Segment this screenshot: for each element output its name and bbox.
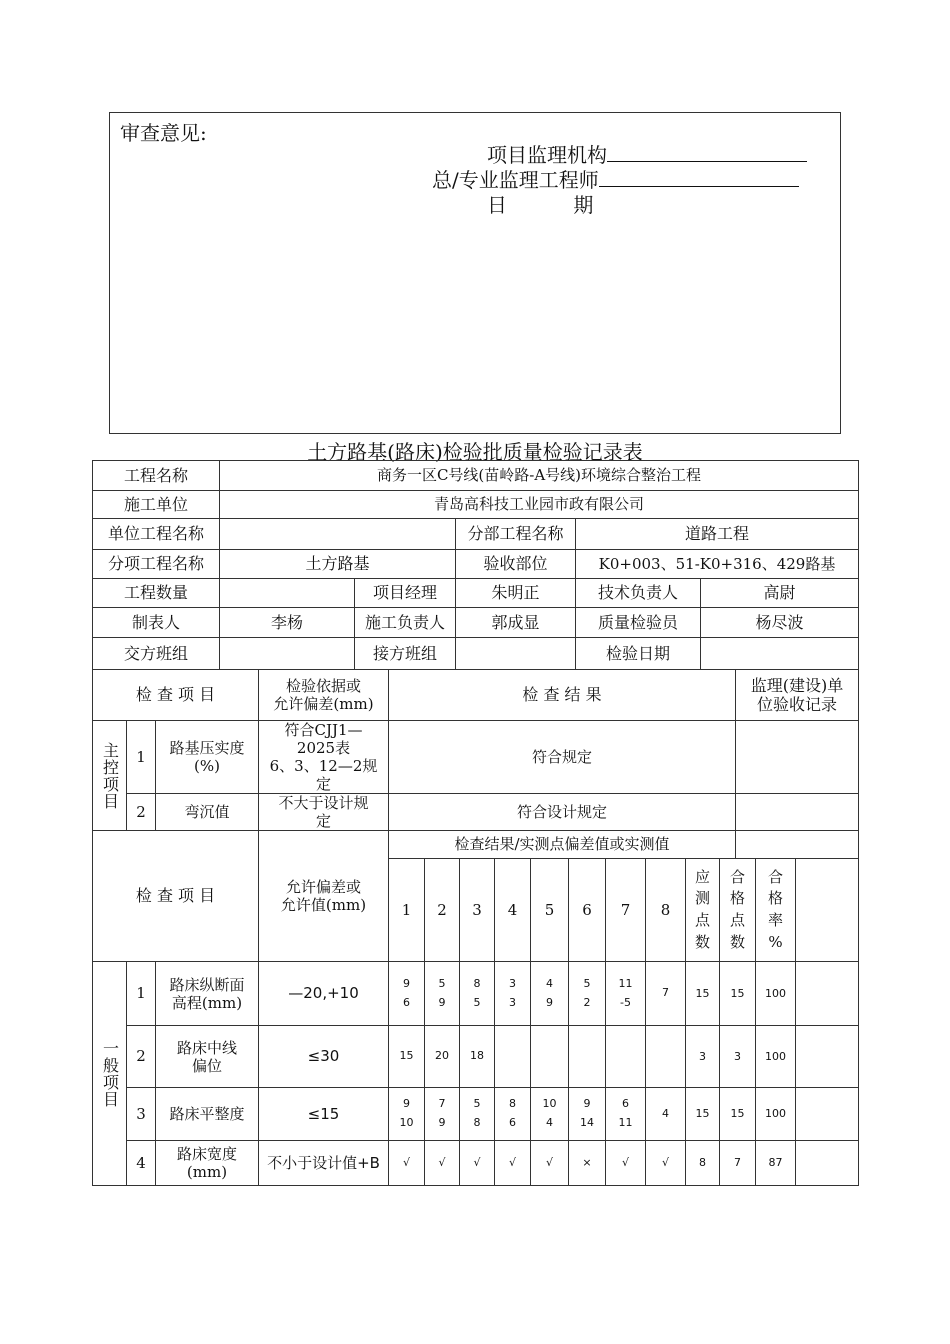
main-header-item-text: 检 查 项 目: [135, 685, 216, 704]
measured-point-lines: [584, 975, 591, 1012]
general-item-no: [126, 961, 156, 1026]
pass-rate-text: 100: [765, 1049, 786, 1063]
main-item-result: [388, 720, 736, 794]
qualified-count-text: 7: [734, 1156, 741, 1170]
maker-value: [219, 607, 355, 638]
measured-point: [645, 1140, 686, 1186]
point-header-1-text: 1: [401, 900, 412, 919]
measured-point: [645, 1025, 686, 1088]
main-item-result-text: 符合设计规定: [516, 802, 607, 821]
general-group-label: [92, 961, 127, 1186]
measured-point: [424, 961, 460, 1026]
general-header-item-text: 检 查 项 目: [135, 886, 216, 905]
main-item-no: [126, 720, 156, 794]
general-item-no-text: 4: [136, 1153, 146, 1172]
measured-point-line: 3: [509, 976, 516, 990]
point-header-2-text: 2: [437, 900, 447, 919]
measured-point-lines: [473, 1154, 480, 1173]
measured-point-line: 6: [403, 995, 410, 1009]
measured-point: [494, 1140, 531, 1186]
measured-point-lines: [580, 1095, 594, 1132]
measured-point-line: 10: [399, 1116, 414, 1129]
project-name-value: [219, 460, 859, 491]
qualified-count: [719, 961, 756, 1026]
measured-point: [568, 1140, 606, 1186]
should-count: [685, 1087, 720, 1141]
pass-rate: [755, 1087, 796, 1141]
should-count: [685, 1140, 720, 1186]
measured-point-lines: [543, 1095, 557, 1132]
unit-project-label-text: 单位工程名称: [107, 524, 204, 543]
should-count-text: 3: [699, 1049, 706, 1063]
general-header-item: [92, 830, 259, 962]
measured-point: [530, 1087, 569, 1141]
receive-label-text: 接方班组: [372, 643, 437, 663]
measured-point-lines: [509, 975, 516, 1012]
quantity-label-text: 工程数量: [123, 583, 188, 602]
main-item-result-text: 符合规定: [531, 747, 592, 766]
measured-point-line: 5: [473, 1097, 481, 1111]
measured-point-lines: [662, 1105, 669, 1124]
general-header-extra: [795, 858, 859, 962]
measured-point-lines: [622, 1154, 629, 1173]
measured-point-line: 10: [542, 1097, 557, 1111]
measured-point: [459, 961, 495, 1026]
accept-location-label: [455, 549, 576, 579]
measured-point-lines: [403, 1154, 410, 1173]
date-label-text: 检验日期: [605, 643, 670, 663]
measured-point-line: 6: [509, 1116, 516, 1129]
general-item-allow-text: ≤15: [307, 1104, 340, 1123]
quantity-label: [92, 578, 220, 608]
main-header-supervision: [735, 669, 859, 721]
measured-point-lines: [509, 1154, 516, 1173]
general-item-allow-text: 不小于设计值+B: [267, 1153, 380, 1172]
main-header-supervision-line: 监理(建设)单: [750, 675, 844, 695]
measured-point-line: -5: [620, 995, 631, 1009]
point-header-7-text: 7: [620, 900, 631, 919]
main-item-name-lines: [169, 739, 244, 775]
point-header-8-text: 8: [660, 900, 671, 919]
date-label: [575, 637, 701, 670]
general-item-no-text: 2: [136, 1047, 146, 1066]
main-group-label-text: 主控项目: [100, 741, 120, 810]
measured-point: [530, 1025, 569, 1088]
measured-point-lines: [662, 984, 669, 1003]
measured-point-line: 11: [618, 976, 633, 990]
measured-point-lines: [619, 975, 633, 1012]
main-header-basis-line: 检验依据或: [285, 677, 361, 695]
measured-point-lines: [474, 975, 481, 1012]
pass-rate-text: 87: [768, 1156, 783, 1170]
general-item-allow: [258, 1087, 389, 1141]
measured-point: [530, 1140, 569, 1186]
sub-project-label: [455, 518, 576, 550]
tech-value: [700, 578, 859, 608]
measured-point: [424, 1140, 460, 1186]
main-item-name-line: (%): [194, 757, 220, 775]
general-header-allow-line: 允许偏差或: [285, 878, 361, 896]
measured-point-line: 5: [473, 995, 481, 1009]
measured-point: [459, 1087, 495, 1141]
measured-point-line: 4: [662, 1106, 669, 1120]
main-item-basis-line: 符合CJJ1—: [284, 721, 363, 739]
qualified-count: [719, 1087, 756, 1141]
project-name-value-text: 商务一区C号线(苗岭路-A号线)环境综合整治工程: [376, 466, 702, 485]
measured-point-line: 9: [403, 976, 410, 990]
general-item-allow-text: ≤30: [307, 1047, 340, 1066]
construct-lead-value-text: 郭成显: [491, 612, 540, 632]
measured-point-lines: [438, 1154, 445, 1173]
main-item-name: [155, 793, 259, 831]
measured-point-line: 9: [583, 1097, 591, 1111]
accept-location-value-text: K0+003、51-K0+316、429路基: [598, 554, 836, 573]
measured-point-line: 8: [509, 1097, 516, 1111]
receive-value: [455, 637, 576, 670]
measured-point-line: ×: [582, 1155, 592, 1169]
measured-point-line: 7: [662, 986, 669, 1000]
measured-point-line: 14: [580, 1116, 594, 1129]
general-item-allow: [258, 1140, 389, 1186]
measured-point: [388, 1025, 425, 1088]
measured-point-line: √: [402, 1155, 410, 1169]
item-project-value: [219, 549, 456, 579]
general-item-name-line: 路床平整度: [169, 1105, 245, 1123]
measured-point-line: 11: [618, 1116, 633, 1129]
point-header-5: [530, 858, 569, 962]
measured-point-line: 6: [622, 1097, 629, 1111]
contractor-value: [219, 490, 859, 519]
measured-point-line: 9: [546, 995, 553, 1009]
measured-point-lines: [439, 1095, 446, 1132]
qc-value: [700, 607, 859, 638]
pm-value: [455, 578, 576, 608]
pass-rate: [755, 1140, 796, 1186]
measured-point-line: 3: [509, 995, 516, 1009]
contractor-value-text: 青岛高科技工业园市政有限公司: [433, 495, 644, 514]
point-header-4: [494, 858, 531, 962]
main-item-result: [388, 793, 736, 831]
construct-lead-value: [455, 607, 576, 638]
main-item-name-line: 弯沉值: [184, 803, 230, 821]
measured-point-line: √: [545, 1155, 553, 1169]
qualified-count: [719, 1025, 756, 1088]
review-date-line: [487, 189, 593, 218]
main-item-basis-line: 2025表: [296, 739, 351, 757]
measured-point-lines: [470, 1047, 484, 1066]
general-header-allow-lines: [281, 878, 366, 914]
measured-point: [568, 1025, 606, 1088]
measured-point: [494, 961, 531, 1026]
measured-point: [605, 1140, 646, 1186]
pm-label: [354, 578, 456, 608]
point-header-6-text: 6: [582, 900, 592, 919]
measured-point-line: 9: [438, 1116, 446, 1129]
measured-point-lines: [509, 1095, 516, 1132]
measured-point-line: 8: [473, 1116, 481, 1129]
point-header-1: [388, 858, 425, 962]
general-item-extra: [795, 1087, 859, 1141]
main-item-no-text: 1: [136, 747, 146, 766]
pm-value-text: 朱明正: [491, 583, 540, 602]
measured-point-lines: [403, 975, 410, 1012]
quantity-value: [219, 578, 355, 608]
main-item-basis-lines: [278, 794, 368, 830]
review-heading: 审查意见:: [120, 121, 207, 145]
measured-point-lines: [435, 1047, 449, 1066]
measured-point: [605, 1025, 646, 1088]
general-item-allow: [258, 961, 389, 1026]
sub-project-label-text: 分部工程名称: [467, 524, 564, 543]
measured-point-lines: [662, 1154, 669, 1173]
main-item-basis-line: 定: [315, 775, 331, 793]
supervision-org-field[interactable]: [607, 141, 807, 162]
main-header-basis-lines: [273, 677, 373, 713]
pm-label-text: 项目经理: [372, 583, 437, 602]
measured-point-line: 5: [438, 976, 446, 990]
measured-point-line: √: [438, 1155, 446, 1169]
point-header-3: [459, 858, 495, 962]
point-header-6: [568, 858, 606, 962]
main-item-basis-line: 定: [315, 812, 331, 830]
measured-point: [459, 1025, 495, 1088]
supervision-engineer-field[interactable]: [599, 166, 799, 187]
qualified-count-text: 15: [730, 986, 745, 1000]
main-item-supervision[interactable]: [735, 720, 859, 794]
measured-point-line: 9: [403, 1097, 410, 1111]
date-value: [700, 637, 859, 670]
measured-point: [605, 1087, 646, 1141]
should-count: [685, 1025, 720, 1088]
measured-point-lines: [582, 1154, 591, 1173]
main-header-supervision-lines: [751, 676, 844, 714]
main-item-basis-lines: [270, 721, 378, 793]
construct-lead-label-text: 施工负责人: [364, 612, 445, 632]
measured-point-line: 4: [546, 976, 553, 990]
qc-label-text: 质量检验员: [597, 612, 678, 632]
main-header-supervision-line: 位验收记录: [756, 695, 837, 714]
general-item-no: [126, 1025, 156, 1088]
measured-point: [645, 961, 686, 1026]
pass-rate-header-text: 合 格 率 %: [767, 867, 783, 951]
main-item-name-lines: [184, 803, 229, 821]
measured-point-lines: [546, 975, 553, 1012]
supervision-engineer-label: 总/专业监理工程师: [432, 168, 599, 192]
main-header-item: [92, 669, 259, 721]
general-item-allow-text: —20,+10: [288, 984, 359, 1003]
item-project-label-text: 分项工程名称: [107, 554, 204, 573]
measured-point-line: 8: [473, 976, 481, 990]
tech-label: [575, 578, 701, 608]
general-item-name-lines: [169, 1105, 244, 1123]
general-item-name-lines: [177, 1145, 237, 1181]
should-count-header-text: 应 测 点 数: [694, 867, 710, 951]
accept-location-value: [575, 549, 859, 579]
main-item-basis: [258, 720, 389, 794]
measured-point: [568, 1087, 606, 1141]
measured-point-line: √: [661, 1155, 669, 1169]
qualified-count: [719, 1140, 756, 1186]
general-item-name: [155, 961, 259, 1026]
measured-point-lines: [474, 1095, 481, 1132]
point-header-2: [424, 858, 460, 962]
qualified-count-text: 3: [734, 1049, 741, 1063]
should-count: [685, 961, 720, 1026]
measured-point-line: 15: [399, 1049, 414, 1063]
pass-rate-text: 100: [765, 1107, 786, 1121]
general-item-name-line: (mm): [186, 1163, 228, 1181]
main-header-result: [388, 669, 736, 721]
measured-point-lines: [619, 1095, 633, 1132]
review-date-label: 日 期: [487, 193, 594, 217]
general-item-name-line: 偏位: [191, 1056, 222, 1075]
measured-point-line: 5: [583, 976, 591, 990]
general-item-no: [126, 1087, 156, 1141]
pass-rate-text: 100: [765, 986, 786, 1000]
accept-location-label-text: 验收部位: [483, 554, 548, 573]
receive-label: [354, 637, 456, 670]
main-item-name-line: 路基压实度: [169, 739, 245, 757]
unit-project-label: [92, 518, 220, 550]
measured-point: [494, 1025, 531, 1088]
point-header-8: [645, 858, 686, 962]
contractor-label: [92, 490, 220, 519]
should-count-header: [685, 858, 720, 962]
point-header-7: [605, 858, 646, 962]
general-item-name: [155, 1025, 259, 1088]
main-item-name: [155, 720, 259, 794]
measured-point-line: 18: [470, 1049, 484, 1063]
general-item-no-text: 1: [136, 984, 146, 1003]
measured-point-lines: [546, 1154, 553, 1173]
measured-point-line: √: [621, 1155, 629, 1169]
general-header-result-title-text: 检查结果/实测点偏差值或实测值: [454, 835, 670, 854]
general-item-name-line: 高程(mm): [171, 993, 243, 1012]
project-name-label-text: 工程名称: [123, 465, 188, 485]
general-item-extra: [795, 961, 859, 1026]
measured-point: [459, 1140, 495, 1186]
general-item-name-line: 路床纵断面: [169, 975, 245, 994]
tech-label-text: 技术负责人: [597, 583, 678, 602]
general-item-extra: [795, 1140, 859, 1186]
measured-point-line: 2: [583, 995, 591, 1009]
should-count-text: 15: [695, 1107, 710, 1121]
sub-project-value-text: 道路工程: [684, 524, 749, 543]
construct-lead-label: [354, 607, 456, 638]
measured-point: [568, 961, 606, 1026]
pass-rate: [755, 1025, 796, 1088]
main-item-basis: [258, 793, 389, 831]
measured-point: [388, 1140, 425, 1186]
pass-rate: [755, 961, 796, 1026]
item-project-label: [92, 549, 220, 579]
maker-label-text: 制表人: [131, 612, 180, 632]
qualified-count-header: [719, 858, 756, 962]
general-item-no: [126, 1140, 156, 1186]
measured-point: [424, 1087, 460, 1141]
point-header-3-text: 3: [472, 900, 482, 919]
contractor-label-text: 施工单位: [123, 494, 188, 514]
handover-label-text: 交方班组: [123, 643, 188, 663]
tech-value-text: 高尉: [763, 583, 796, 602]
point-header-5-text: 5: [544, 900, 555, 919]
general-item-allow: [258, 1025, 389, 1088]
maker-label: [92, 607, 220, 638]
measured-point: [388, 1087, 425, 1141]
review-box: [109, 112, 841, 434]
measured-point-line: 9: [438, 995, 446, 1009]
measured-point: [424, 1025, 460, 1088]
sub-project-value: [575, 518, 859, 550]
general-header-allow: [258, 830, 389, 962]
general-item-name: [155, 1140, 259, 1186]
should-count-text: 15: [695, 986, 710, 1000]
general-item-name: [155, 1087, 259, 1141]
measured-point-line: 4: [546, 1116, 553, 1129]
general-header-blank: [735, 830, 859, 859]
measured-point-line: 7: [438, 1097, 446, 1111]
main-item-no-text: 2: [136, 802, 146, 821]
measured-point: [494, 1087, 531, 1141]
measured-point-lines: [400, 1095, 414, 1132]
main-item-supervision[interactable]: [735, 793, 859, 831]
main-item-basis-line: 6、3、12—2规: [269, 757, 378, 775]
measured-point-lines: [400, 1047, 414, 1066]
main-group-label: [92, 720, 127, 831]
general-item-name-lines: [169, 976, 244, 1012]
general-item-name-line: 路床中线: [176, 1038, 237, 1057]
general-item-no-text: 3: [136, 1104, 146, 1123]
qualified-count-text: 15: [730, 1107, 745, 1121]
measured-point-line: 20: [435, 1049, 449, 1063]
maker-value-text: 李杨: [270, 612, 303, 632]
measured-point-lines: [439, 975, 446, 1012]
measured-point: [605, 961, 646, 1026]
measured-point: [530, 961, 569, 1026]
handover-label: [92, 637, 220, 670]
main-header-basis-line: 允许偏差(mm): [273, 695, 374, 713]
main-item-basis-line: 不大于设计规: [278, 794, 369, 812]
measured-point: [645, 1087, 686, 1141]
measured-point-line: √: [508, 1155, 516, 1169]
measured-point-line: √: [473, 1155, 481, 1169]
should-count-text: 8: [699, 1156, 706, 1170]
general-header-result-title: [388, 830, 736, 859]
item-project-value-text: 土方路基: [305, 554, 370, 573]
project-name-label: [92, 460, 220, 491]
general-item-extra: [795, 1025, 859, 1088]
general-header-allow-line: 允许值(mm): [280, 896, 367, 914]
measured-point: [388, 961, 425, 1026]
point-header-4-text: 4: [507, 900, 518, 919]
general-group-label-text: 一般项目: [100, 1039, 120, 1108]
supervision-org-label: 项目监理机构: [487, 143, 607, 167]
document-title: 土方路基(路床)检验批质量检验记录表: [307, 440, 643, 464]
pass-rate-header: [755, 858, 796, 962]
main-header-result-text: 检 查 结 果: [522, 685, 602, 704]
qc-label: [575, 607, 701, 638]
handover-value: [219, 637, 355, 670]
main-header-basis: [258, 669, 389, 721]
general-item-name-lines: [177, 1039, 237, 1075]
general-item-name-line: 路床宽度: [176, 1145, 237, 1163]
main-item-no: [126, 793, 156, 831]
unit-project-value: [219, 518, 456, 550]
qc-value-text: 杨尽波: [755, 612, 804, 632]
qualified-count-header-text: 合 格 点 数: [729, 867, 745, 951]
